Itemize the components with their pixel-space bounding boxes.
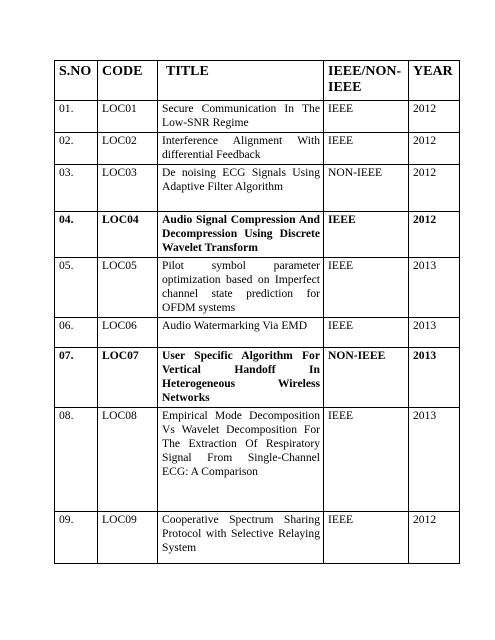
table-row [55,212,460,258]
cell-code: LOC08 [98,408,158,512]
header-sno: S.NO [55,61,98,101]
cell-year: 2013 [409,408,460,512]
table-row [55,165,460,212]
cell-type: NON-IEEE [324,165,409,212]
cell-title: Interference Alignment With differential Feedback [158,133,324,165]
cell-code: LOC09 [98,512,158,564]
cell-title: Pilot symbol parameter optimization based on Imperfect channel state prediction for OFDM systems [158,258,324,318]
cell-title: Audio Watermarking Via EMD [158,318,324,348]
cell-year: 2013 [409,318,460,348]
cell-title: De noising ECG Signals Using Adaptive Filter Algorithm [158,165,324,212]
cell-sno: 08. [55,408,98,512]
cell-year: 2012 [409,133,460,165]
header-title: TITLE [158,61,324,101]
cell-title: Audio Signal Compression And Decompression Using Discrete Wavelet Transform [158,212,324,258]
cell-type: IEEE [324,408,409,512]
table-row [55,408,460,512]
cell-year: 2013 [409,348,460,408]
cell-type: IEEE [324,212,409,258]
cell-sno: 04. [55,212,98,258]
cell-sno: 02. [55,133,98,165]
projects-table [54,60,460,564]
cell-year: 2012 [409,101,460,133]
cell-code: LOC04 [98,212,158,258]
cell-sno: 05. [55,258,98,318]
cell-code: LOC06 [98,318,158,348]
table-row [55,258,460,318]
cell-year: 2012 [409,212,460,258]
cell-title: Cooperative Spectrum Sharing Protocol with Selective Relaying System [158,512,324,564]
cell-sno: 01. [55,101,98,133]
header-year: YEAR [409,61,460,101]
cell-type: IEEE [324,101,409,133]
cell-year: 2012 [409,165,460,212]
cell-code: LOC01 [98,101,158,133]
cell-year: 2013 [409,258,460,318]
cell-sno: 09. [55,512,98,564]
cell-sno: 07. [55,348,98,408]
cell-type: IEEE [324,258,409,318]
cell-title: Empirical Mode Decomposition Vs Wavelet Decomposition For The Extraction Of Respiratory Signal From Single-Channel ECG: A Comparison [158,408,324,512]
cell-year: 2012 [409,512,460,564]
cell-title: Secure Communication In The Low-SNR Regime [158,101,324,133]
table-row [55,512,460,564]
header-type: IEEE/NON-IEEE [324,61,409,101]
table-row [55,348,460,408]
cell-code: LOC03 [98,165,158,212]
cell-code: LOC05 [98,258,158,318]
cell-type: IEEE [324,133,409,165]
cell-sno: 03. [55,165,98,212]
header-row [55,61,460,101]
cell-type: IEEE [324,512,409,564]
cell-type: NON-IEEE [324,348,409,408]
table-row [55,318,460,348]
header-code: CODE [98,61,158,101]
cell-title: User Specific Algorithm For Vertical Handoff In Heterogeneous Wireless Networks [158,348,324,408]
cell-sno: 06. [55,318,98,348]
table-row [55,101,460,133]
cell-code: LOC07 [98,348,158,408]
cell-type: IEEE [324,318,409,348]
table-row [55,133,460,165]
cell-code: LOC02 [98,133,158,165]
